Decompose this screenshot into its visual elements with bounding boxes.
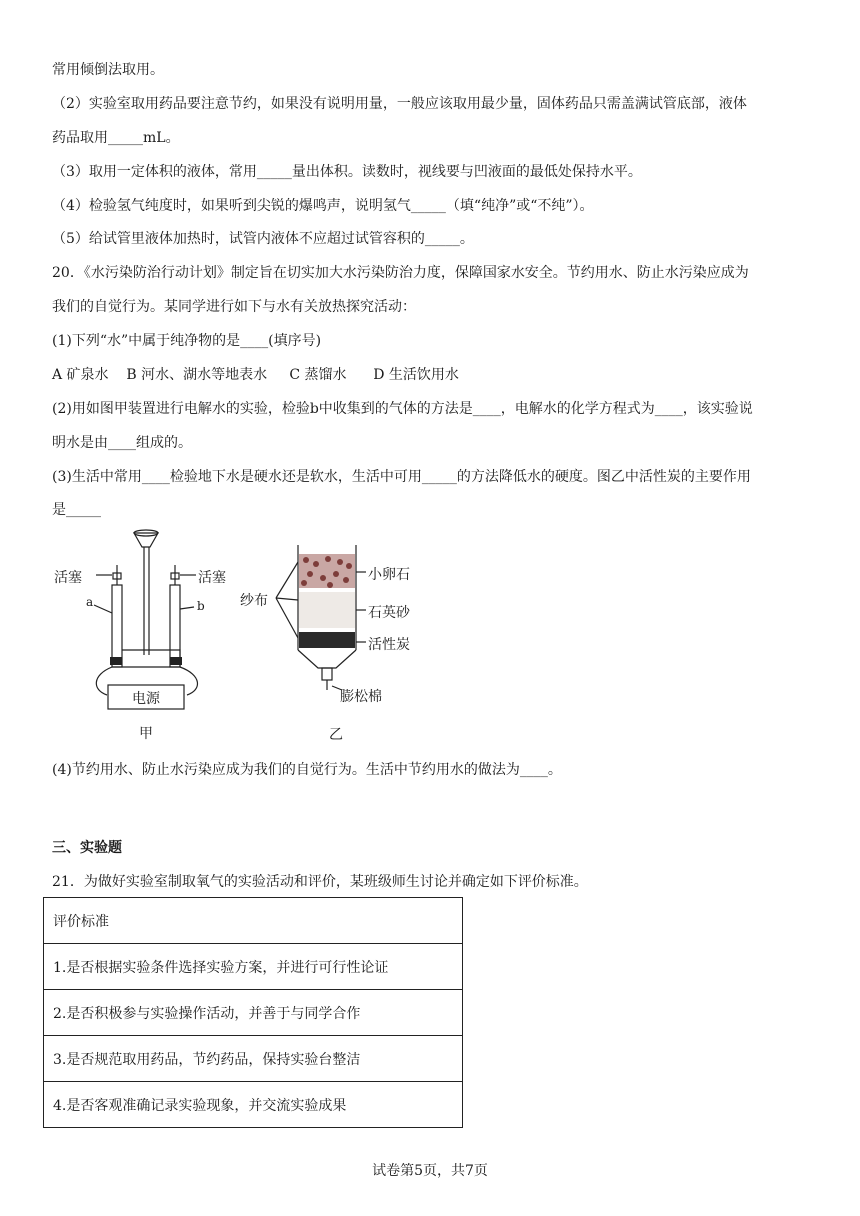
question-21: 21．为做好实验室制取氧气的实验活动和评价，某班级师生讨论并确定如下评价标准。 xyxy=(52,874,588,890)
question-20-options: A 矿泉水 B 河水、湖水等地表水 C 蒸馏水 D 生活饮用水 xyxy=(52,367,459,383)
text-line-1: 常用倾倒法取用。 xyxy=(52,62,164,78)
tube-a-label: a xyxy=(86,595,94,609)
quartz-sand-layer-label: 石英砂 xyxy=(368,605,410,621)
tube-b-label: b xyxy=(197,599,205,613)
question-20-part-2-line-2: 明水是由____组成的。 xyxy=(52,435,192,451)
evaluation-criteria-table xyxy=(43,897,463,1128)
gauze-label: 纱布 xyxy=(240,593,268,609)
figure-yi-caption: 乙 xyxy=(329,727,343,743)
table-cell: 2.是否积极参与实验操作活动，并善于与同学合作 xyxy=(44,990,463,1036)
table-row xyxy=(44,990,463,1036)
question-20-part-2-line-1: (2)用如图甲装置进行电解水的实验，检验b中收集到的气体的方法是____，电解水的化学方程式为____，该实验说 xyxy=(52,401,753,417)
question-20-part-3-line-1: (3)生活中常用____检验地下水是硬水还是软水，生活中可用_____的方法降低水的硬度。图乙中活性炭的主要作用 xyxy=(52,469,751,485)
question-20-part-1: (1)下列“水”中属于纯净物的是____(填序号) xyxy=(52,333,322,349)
figure-water-filter xyxy=(238,540,438,743)
right-stopcock-label: 活塞 xyxy=(198,570,226,586)
question-20-part-4: (4)节约用水、防止水污染应成为我们的自觉行为。生活中节约用水的做法为____。 xyxy=(52,762,562,778)
pebble-layer-label: 小卵石 xyxy=(368,567,410,583)
table-header: 评价标准 xyxy=(44,898,463,944)
table-cell: 4.是否客观准确记录实验现象，并交流实验成果 xyxy=(44,1082,463,1128)
section-title: 三、实验题 xyxy=(52,840,122,856)
text-line-3: 药品取用_____mL。 xyxy=(52,130,180,146)
power-source-label: 电源 xyxy=(132,691,160,707)
cotton-layer-label: 膨松棉 xyxy=(340,689,382,705)
question-20-line-1: 20．《水污染防治行动计划》制定旨在切实加大水污染防治力度，保障国家水安全。节约用水、防止水污染应成为 xyxy=(52,265,749,281)
left-stopcock-label: 活塞 xyxy=(54,570,82,586)
activated-carbon-layer-label: 活性炭 xyxy=(368,637,410,653)
text-line-5: （4）检验氢气纯度时，如果听到尖锐的爆鸣声，说明氢气_____（填“纯净”或“不纯”）。 xyxy=(52,198,594,214)
table-row xyxy=(44,898,463,944)
text-line-6: （5）给试管里液体加热时，试管内液体不应超过试管容积的_____。 xyxy=(52,231,474,247)
table-row xyxy=(44,1082,463,1128)
table-row xyxy=(44,1036,463,1082)
table-cell: 1.是否根据实验条件选择实验方案，并进行可行性论证 xyxy=(44,944,463,990)
question-20-part-3-line-2: 是_____ xyxy=(52,502,101,518)
figure-jia-caption: 甲 xyxy=(139,726,153,742)
page-footer: 试卷第5页，共7页 xyxy=(372,1163,488,1179)
figure-electrolysis xyxy=(52,525,232,742)
text-line-2: （2）实验室取用药品要注意节约，如果没有说明用量，一般应该取用最少量，固体药品只需盖满试管底部，液体 xyxy=(52,96,747,112)
text-line-4: （3）取用一定体积的液体，常用_____量出体积。读数时，视线要与凹液面的最低处保持水平。 xyxy=(52,164,642,180)
question-20-line-2: 我们的自觉行为。某同学进行如下与水有关放热探究活动： xyxy=(52,299,416,315)
table-row xyxy=(44,944,463,990)
table-cell: 3.是否规范取用药品，节约药品，保持实验台整洁 xyxy=(44,1036,463,1082)
